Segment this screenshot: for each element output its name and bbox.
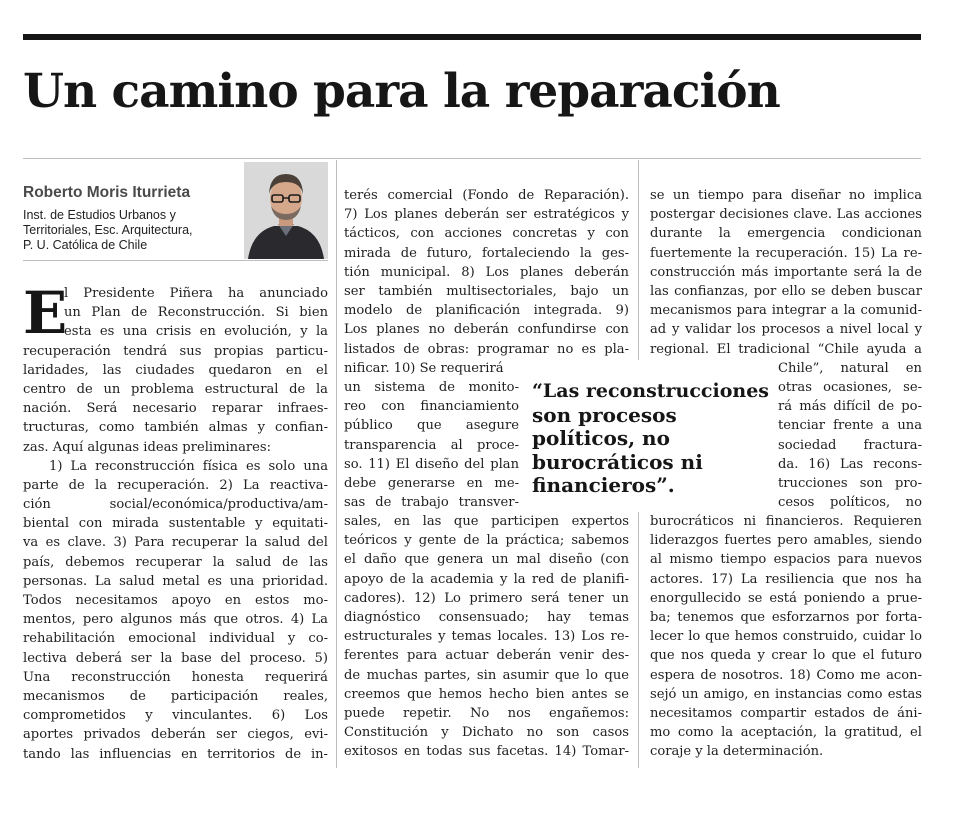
text-line: regional. El tradicional “Chile ayuda a bbox=[650, 341, 922, 357]
text-line: zas. Aquí algunas ideas preliminares: bbox=[23, 439, 272, 455]
text-line: otras ocasiones, se- bbox=[778, 379, 922, 395]
text-line: un Plan de Reconstrucción. Si bien bbox=[64, 305, 328, 321]
text-line: enorgullecido se está poniendo a prue- bbox=[650, 590, 922, 606]
pull-quote-line: políticos, no bbox=[532, 426, 670, 450]
pull-quote-line: financieros”. bbox=[532, 473, 675, 497]
text-line: diagnóstico consensuado; hay temas bbox=[344, 609, 629, 625]
text-line: construcción más importante será la de bbox=[650, 264, 922, 280]
text-line: estructurales y temas locales. 13) Los re- bbox=[344, 629, 629, 645]
text-line: liderazgos fuertes pero amables, siendo bbox=[650, 533, 922, 549]
text-line: sas de trabajo transver- bbox=[344, 495, 519, 511]
text-line: durante la emergencia condicionan bbox=[650, 226, 922, 242]
text-line: transparencia al proce- bbox=[344, 437, 519, 453]
text-line: las confianzas, por ello se deben buscar bbox=[650, 283, 922, 299]
text-line: sejó un amigo, en instancias como estas bbox=[650, 686, 922, 702]
text-line: Todos necesitamos apoyo en estos mo- bbox=[23, 593, 328, 609]
headline: Un camino para la reparación bbox=[23, 64, 780, 119]
byline bbox=[23, 160, 328, 260]
byline-rule bbox=[23, 260, 328, 261]
pull-quote-line: son procesos bbox=[532, 402, 677, 427]
drop-cap: E bbox=[23, 279, 68, 347]
column-2-top bbox=[344, 186, 629, 378]
text-line: tácticos, con acciones concretas y con bbox=[344, 226, 629, 242]
text-line: apoyo de la academia y la red de planifi- bbox=[344, 571, 629, 587]
affiliation-line: P. U. Católica de Chile bbox=[23, 238, 148, 252]
text-line: ad y validar los procesos a nivel local y bbox=[650, 322, 922, 338]
text-line: cesos políticos, no bbox=[778, 495, 922, 511]
text-line: Constitución y Dichato no son casos bbox=[344, 725, 629, 741]
affiliation-line: Inst. de Estudios Urbanos y bbox=[23, 208, 176, 222]
text-line: mirada de futuro, fortaleciendo la ges- bbox=[344, 245, 629, 261]
text-line: lectiva deberá ser la base del proceso. 5) bbox=[23, 650, 328, 666]
text-line: país, debemos recuperar la salud de las bbox=[23, 554, 328, 570]
text-line: sales, en las que participen expertos bbox=[344, 514, 629, 529]
text-line: personas. La salud metal es una prioridad. bbox=[23, 573, 328, 589]
top-rule bbox=[23, 34, 921, 40]
text-line: lecer lo que hemos construido, cuidar lo bbox=[650, 629, 922, 645]
text-line: nación. Será necesario reparar infraes- bbox=[23, 401, 328, 417]
text-line: Una reconstrucción honesta requerirá bbox=[23, 669, 328, 685]
text-line: exitosos en todas sus facetas. 14) Tomar- bbox=[344, 744, 629, 760]
text-line: va es clave. 3) Para recuperar la salud del bbox=[23, 535, 328, 551]
text-line: da. 16) Las recons- bbox=[778, 456, 922, 472]
text-line: mecanismos para integrar a la comunid- bbox=[650, 303, 922, 319]
text-line: ferentes para actuar deberán venir des- bbox=[344, 648, 629, 664]
text-line: se un tiempo para diseñar no implica bbox=[650, 188, 922, 203]
text-line: espera de nosotros. 18) Como me acon- bbox=[650, 667, 922, 683]
text-line: nificar. 10) Se requerirá bbox=[344, 360, 504, 376]
text-line: Chile”, natural en bbox=[778, 360, 922, 376]
text-line: el daño que genera un mal diseño (con bbox=[344, 552, 629, 568]
author-affiliation bbox=[23, 208, 238, 253]
column-3-narrow bbox=[778, 359, 922, 513]
text-line: mo como la aceptación, la gratitud, el bbox=[650, 725, 922, 741]
text-line: parte de la recuperación. 2) La reactiva- bbox=[23, 477, 328, 493]
text-line: laridades, las ciudades quedaron en el bbox=[23, 362, 328, 378]
text-line: creemos que hemos hecho bien antes se bbox=[344, 686, 629, 702]
pull-quote-line: “Las reconstrucciones bbox=[532, 380, 769, 402]
text-line: reo con financiamiento bbox=[344, 399, 519, 415]
pull-quote-line: burocráticos ni bbox=[532, 449, 703, 474]
text-line: sociedad fractura- bbox=[778, 437, 922, 453]
text-line: de muchas partes, sin asumir que lo que bbox=[344, 667, 629, 683]
author-photo bbox=[244, 162, 328, 259]
text-line: debe generarse en me- bbox=[344, 475, 519, 491]
text-line: ser también multisectoriales, bajo un bbox=[344, 283, 629, 299]
text-line: tenciar frente a una bbox=[778, 418, 922, 434]
column-3-top bbox=[650, 186, 922, 359]
text-line: esta es una crisis en evolución, y la bbox=[64, 324, 328, 340]
text-line: Los planes no deberán confundirse con bbox=[344, 322, 629, 338]
text-line: trucciones son pro- bbox=[778, 475, 922, 491]
text-line: tión municipal. 8) Los planes deberán bbox=[344, 264, 629, 280]
column-separator-2-bottom bbox=[638, 512, 639, 768]
text-line: so. 11) El diseño del plan bbox=[344, 456, 519, 472]
text-line: mecanismos de participación reales, bbox=[23, 688, 328, 704]
column-3-bottom bbox=[650, 512, 922, 761]
column-separator-2-top bbox=[638, 160, 639, 360]
author-name: Roberto Moris Iturrieta bbox=[23, 184, 191, 201]
text-line: centro de un problema estructural de la bbox=[23, 381, 328, 397]
text-line: teóricos y gente de la práctica; sabemos bbox=[344, 533, 629, 549]
text-line: rehabilitación emocional individual y co- bbox=[23, 631, 328, 647]
text-line: biental con mirada sustentable y equitati- bbox=[23, 516, 328, 532]
text-line: l Presidente Piñera ha anunciado bbox=[64, 286, 328, 301]
text-line: ba; tenemos que esforzarnos por forta- bbox=[650, 609, 922, 625]
text-line: 7) Los planes deberán ser estratégicos y bbox=[344, 207, 629, 223]
text-line: cadores). 12) Lo primero será tener un bbox=[344, 590, 629, 606]
column-separator-1 bbox=[336, 160, 337, 768]
text-line: al mismo tiempo espacios para nuevos bbox=[650, 552, 922, 568]
text-line: coraje y la determinación. bbox=[650, 744, 824, 760]
affiliation-line: Territoriales, Esc. Arquitectura, bbox=[23, 223, 193, 237]
column-1-lead bbox=[64, 284, 328, 342]
text-line: un sistema de monito- bbox=[344, 380, 519, 395]
text-line: postergar decisiones clave. Las acciones bbox=[650, 207, 922, 223]
text-line: público que asegure bbox=[344, 418, 519, 434]
text-line: comprometidos y vinculantes. 6) Los bbox=[23, 708, 328, 724]
text-line: modelo de planificación integrada. 9) bbox=[344, 303, 629, 319]
column-2-bottom bbox=[344, 512, 629, 761]
text-line: tando las influencias en territorios de in- bbox=[23, 746, 328, 762]
headline-rule bbox=[23, 158, 921, 159]
text-line: recuperación tendrá sus propias particu- bbox=[23, 343, 328, 359]
column-1 bbox=[23, 342, 328, 764]
text-line: 1) La reconstrucción física es solo una bbox=[49, 458, 328, 474]
text-line: puede repetir. No nos engañemos: bbox=[344, 705, 629, 721]
text-line: listados de obras: programar no es pla- bbox=[344, 341, 629, 357]
text-line: rá más difícil de po- bbox=[778, 399, 922, 415]
column-2-narrow bbox=[344, 378, 519, 512]
pull-quote bbox=[532, 380, 772, 498]
text-line: tructuras, como también almas y confian- bbox=[23, 420, 328, 436]
text-line: ción social/económica/productiva/am- bbox=[23, 497, 328, 513]
text-line: fuertemente la recuperación. 15) La re- bbox=[650, 245, 922, 261]
text-line: aportes privados deberán ser ciegos, evi- bbox=[23, 727, 328, 743]
text-line: terés comercial (Fondo de Reparación). bbox=[344, 188, 629, 203]
text-line: actores. 17) La resiliencia que nos ha bbox=[650, 571, 922, 587]
text-line: burocráticos ni financieros. Requieren bbox=[650, 514, 922, 529]
text-line: que nos queda y crear lo que el futuro bbox=[650, 648, 922, 664]
text-line: necesitamos compartir estados de áni- bbox=[650, 705, 922, 721]
text-line: mentos, pero algunos más que otros. 4) La bbox=[23, 612, 328, 628]
